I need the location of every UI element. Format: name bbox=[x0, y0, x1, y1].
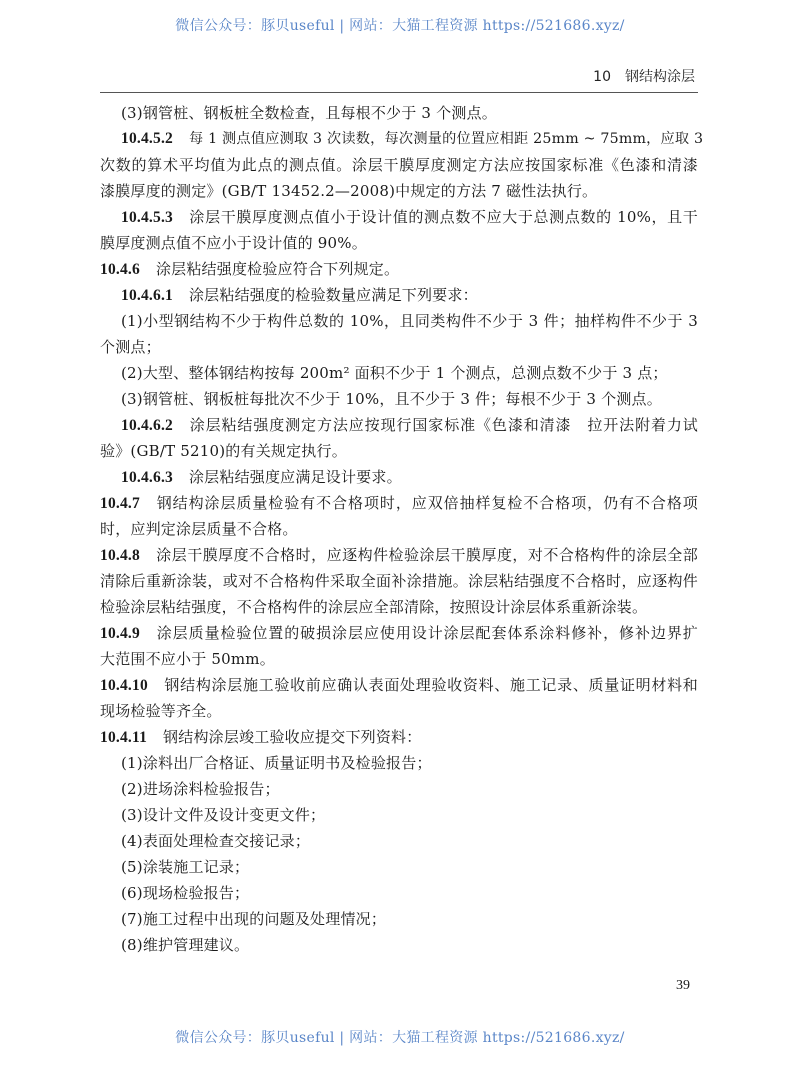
line-text: (6)现场检验报告； bbox=[121, 884, 250, 902]
line-text: (2)大型、整体钢结构按每 200m² 面积不少于 1 个测点，总测点数不少于 3 点； bbox=[121, 364, 668, 382]
clause-number: 10.4.9 bbox=[100, 625, 140, 642]
text-line bbox=[100, 698, 698, 724]
line-text: 涂层干膜厚度不合格时，应逐构件检验涂层干膜厚度，对不合格构件的涂层全部 bbox=[155, 546, 698, 564]
clause-line bbox=[100, 620, 698, 646]
text-line bbox=[100, 230, 698, 256]
line-text: 涂层粘结强度测定方法应按现行国家标准《色漆和清漆 拉开法附着力试 bbox=[188, 416, 698, 434]
clause-line bbox=[100, 412, 698, 438]
clause-line bbox=[100, 542, 698, 568]
clause-line bbox=[100, 256, 698, 282]
clause-line bbox=[100, 672, 698, 698]
document-body bbox=[100, 100, 704, 958]
running-header bbox=[100, 64, 698, 93]
line-text: (7)施工过程中出现的问题及处理情况； bbox=[121, 910, 387, 928]
clause-line bbox=[100, 490, 698, 516]
text-line bbox=[100, 932, 698, 958]
clause-number: 10.4.5.2 bbox=[121, 130, 173, 147]
line-text: 漆膜厚度的测定》(GB/T 13452.2—2008)中规定的方法 7 磁性法执行。 bbox=[100, 182, 598, 200]
clause-number: 10.4.5.3 bbox=[121, 209, 173, 226]
line-text: (1)涂料出厂合格证、质量证明书及检验报告； bbox=[121, 754, 432, 772]
line-text: 膜厚度测点值不应小于设计值的 90%。 bbox=[100, 234, 367, 252]
clause-number: 10.4.6 bbox=[100, 261, 140, 278]
line-text: (1)小型钢结构不少于构件总数的 10%，且同类构件不少于 3 件；抽样构件不少于 3 bbox=[121, 312, 698, 330]
clause-number: 10.4.7 bbox=[100, 495, 140, 512]
text-line bbox=[100, 360, 698, 386]
clause-line bbox=[100, 464, 698, 490]
text-line bbox=[100, 750, 698, 776]
text-line bbox=[100, 776, 698, 802]
line-text: 个测点； bbox=[100, 338, 161, 356]
clause-number: 10.4.6.3 bbox=[121, 469, 173, 486]
text-line bbox=[100, 308, 698, 334]
text-line bbox=[100, 594, 698, 620]
line-text: (8)维护管理建议。 bbox=[121, 936, 250, 954]
chapter-title: 钢结构涂层 bbox=[625, 69, 695, 85]
text-line bbox=[100, 438, 698, 464]
line-text: 涂层质量检验位置的破损涂层应使用设计涂层配套体系涂料修补，修补边界扩 bbox=[155, 624, 698, 642]
chapter-heading bbox=[593, 66, 695, 86]
line-text: 大范围不应小于 50mm。 bbox=[100, 650, 275, 668]
line-text: 钢结构涂层竣工验收应提交下列资料： bbox=[163, 728, 422, 746]
line-text: 每 1 测点值应测取 3 次读数，每次测量的位置应相距 25mm ~ 75mm，应取 3 bbox=[188, 131, 704, 147]
line-text: 涂层干膜厚度测点值小于设计值的测点数不应大于总测点数的 10%，且干 bbox=[188, 208, 698, 226]
line-text: 涂层粘结强度的检验数量应满足下列要求： bbox=[188, 286, 478, 304]
text-line bbox=[100, 906, 698, 932]
clause-line bbox=[100, 126, 704, 152]
page-number: 39 bbox=[676, 978, 690, 993]
line-text: 钢结构涂层质量检验有不合格项时，应双倍抽样复检不合格项，仍有不合格项 bbox=[155, 494, 698, 512]
line-text: 次数的算术平均值为此点的测点值。涂层干膜厚度测定方法应按国家标准《色漆和清漆 bbox=[100, 156, 698, 174]
line-text: (3)钢管桩、钢板桩全数检查，且每根不少于 3 个测点。 bbox=[121, 104, 497, 122]
line-text: 钢结构涂层施工验收前应确认表面处理验收资料、施工记录、质量证明材料和 bbox=[163, 676, 698, 694]
line-text: (4)表面处理检查交接记录； bbox=[121, 832, 311, 850]
line-text: 验》(GB/T 5210)的有关规定执行。 bbox=[100, 442, 347, 460]
line-text: 时，应判定涂层质量不合格。 bbox=[100, 520, 298, 538]
line-text: (5)涂装施工记录； bbox=[121, 858, 250, 876]
text-line bbox=[100, 152, 698, 178]
clause-number: 10.4.11 bbox=[100, 729, 148, 746]
text-line bbox=[100, 516, 698, 542]
text-line bbox=[100, 178, 698, 204]
watermark-top: 微信公众号：豚贝useful | 网站：大猫工程资源 https://521686.xyz/ bbox=[175, 18, 625, 34]
line-text: 检验涂层粘结强度，不合格构件的涂层应全部清除，按照设计涂层体系重新涂装。 bbox=[100, 598, 648, 616]
line-text: (3)设计文件及设计变更文件； bbox=[121, 806, 326, 824]
clause-number: 10.4.6.1 bbox=[121, 287, 173, 304]
line-text: 涂层粘结强度检验应符合下列规定。 bbox=[155, 260, 400, 278]
text-line bbox=[100, 854, 698, 880]
line-text: 现场检验等齐全。 bbox=[100, 702, 222, 720]
text-line bbox=[100, 100, 698, 126]
text-line bbox=[100, 568, 698, 594]
chapter-number: 10 bbox=[593, 69, 611, 85]
clause-number: 10.4.6.2 bbox=[121, 417, 173, 434]
line-text: (2)进场涂料检验报告； bbox=[121, 780, 280, 798]
line-text: (3)钢管桩、钢板桩每批次不少于 10%，且不少于 3 件；每根不少于 3 个测点。 bbox=[121, 390, 662, 408]
clause-line bbox=[100, 724, 698, 750]
text-line bbox=[100, 880, 698, 906]
text-line bbox=[100, 334, 698, 360]
text-line bbox=[100, 386, 698, 412]
clause-line bbox=[100, 282, 698, 308]
line-text: 涂层粘结强度应满足设计要求。 bbox=[188, 468, 402, 486]
text-line bbox=[100, 802, 698, 828]
text-line bbox=[100, 828, 698, 854]
text-line bbox=[100, 646, 698, 672]
clause-number: 10.4.8 bbox=[100, 547, 140, 564]
clause-number: 10.4.10 bbox=[100, 677, 148, 694]
line-text: 清除后重新涂装，或对不合格构件采取全面补涂措施。涂层粘结强度不合格时，应逐构件 bbox=[100, 572, 698, 590]
clause-line bbox=[100, 204, 698, 230]
watermark-bottom: 微信公众号：豚贝useful | 网站：大猫工程资源 https://521686.xyz/ bbox=[175, 1030, 625, 1046]
